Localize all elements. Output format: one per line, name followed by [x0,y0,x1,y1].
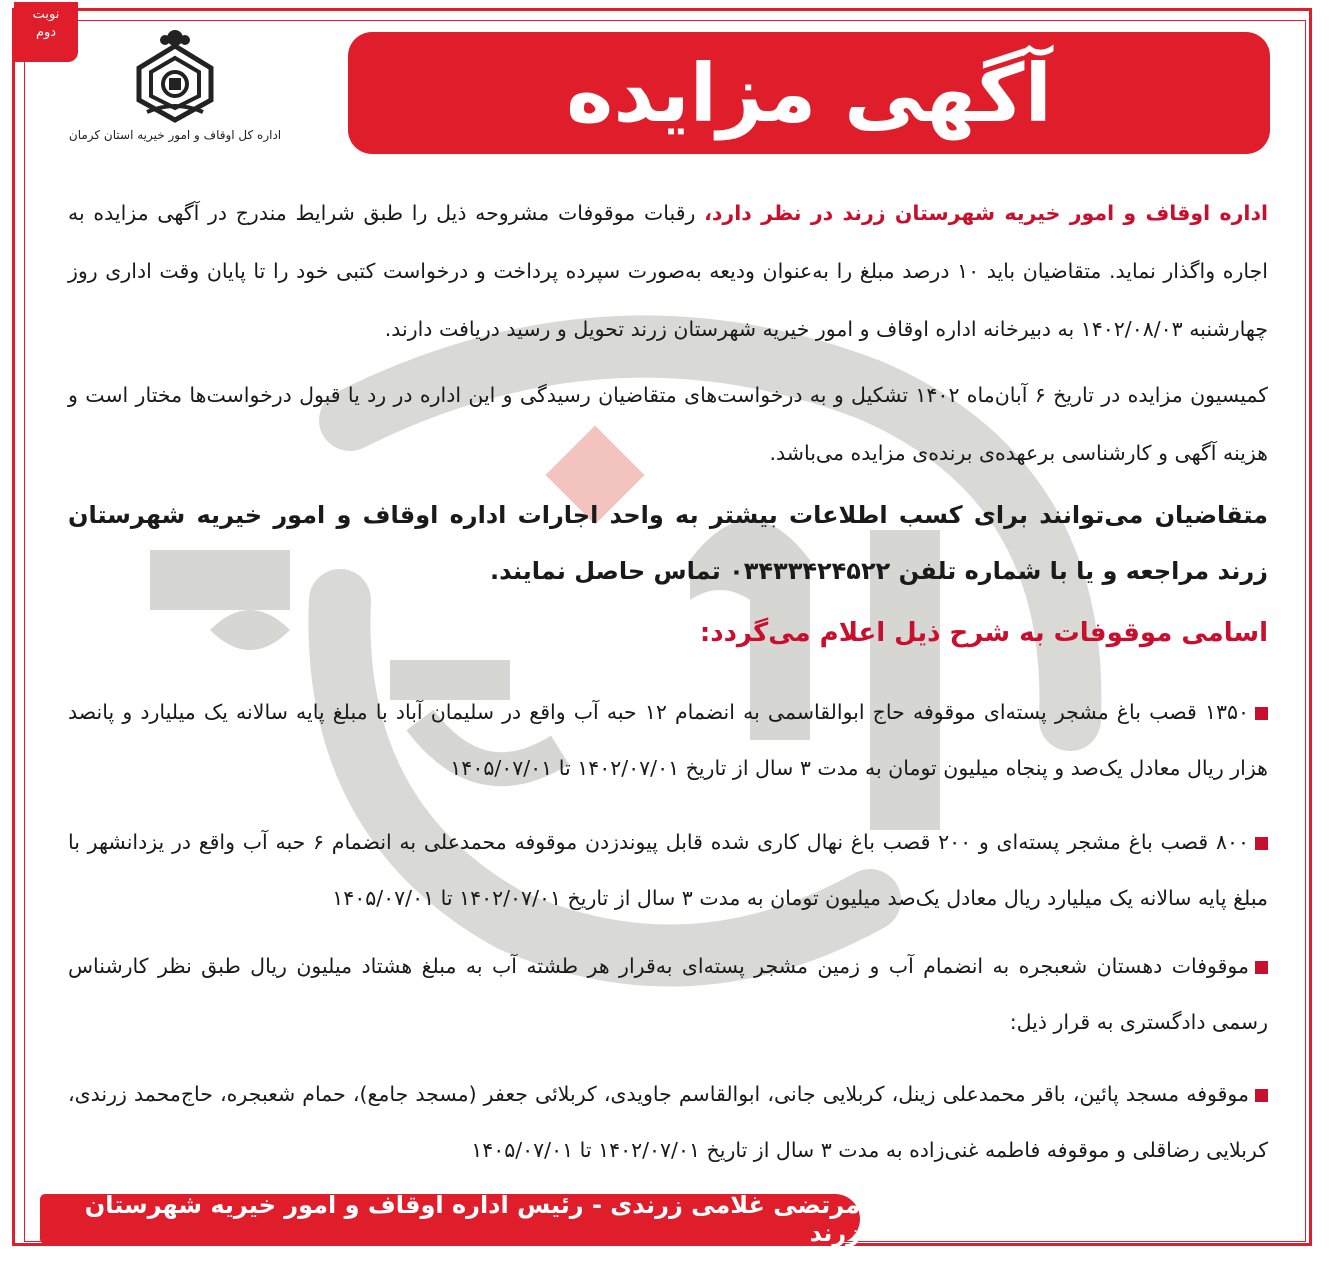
intro-text: رقبات موقوفات مشروحه ذیل را طبق شرایط مندرج در آگهی مزایده به اجاره واگذار نماید. متقاضیان باید ۱۰ درصد مبلغ را به‌عنوان ودیعه به‌صورت سپرده پرداخت و درخواست کتبی خود را تا پایان وقت اداری روز چهارشنبه ۱۴۰۲/۰۸/۰۳ به دبیرخانه اداره اوقاف و امور خیریه شهرستان زرند تحویل و رسید دریافت دارند. [68,201,1268,341]
intro-lead: اداره اوقاف و امور خیریه شهرستان زرند در نظر دارد، [704,201,1268,225]
list-item [68,814,1268,926]
list-item [68,684,1268,796]
endowment-emblem-icon [127,28,223,124]
bullet-square-icon [1255,961,1268,974]
issue-badge-line2: دوم [35,25,57,40]
list-item-text: موقوفه مسجد پائین، باقر محمدعلی زینل، کربلایی جانی، ابوالقاسم جاویدی، کربلائی جعفر (مسجد جامع)، حمام شعبجره، حاج‌محمد زرندی، کربلایی رضاقلی و موقوفه فاطمه غنی‌زاده به مدت ۳ سال از تاریخ ۱۴۰۲/۰۷/۰۱ تا ۱۴۰۵/۰۷/۰۱ [68,1082,1268,1162]
logo-caption: اداره کل اوقاف و امور خیریه استان کرمان [68,128,282,142]
bullet-square-icon [1255,837,1268,850]
issue-badge-line1: نوبت [32,7,60,22]
list-item-text: ۱۳۵۰ قصب باغ مشجر پسته‌ای موقوفه حاج ابوالقاسمی به انضمام ۱۲ حبه آب واقع در سلیمان آباد با مبلغ پایه سالانه یک میلیارد و پانصد هزار ریال معادل یک‌صد و پنجاه میلیون تومان به مدت ۳ سال از تاریخ ۱۴۰۲/۰۷/۰۱ تا ۱۴۰۵/۰۷/۰۱ [68,700,1268,780]
page-title: آگهی مزایده [566,46,1052,140]
intro-paragraph [68,184,1268,358]
organization-logo [60,28,290,158]
bullet-square-icon [1255,1089,1268,1102]
bullet-square-icon [1255,707,1268,720]
list-item-text: موقوفات دهستان شعبجره به انضمام آب و زمین مشجر پسته‌ای به‌قرار هر طشته آب به مبلغ هشتاد میلیون ریال طبق نظر کارشناس رسمی دادگستری به قرار ذیل: [68,954,1268,1034]
title-banner [348,32,1270,154]
commission-text: کمیسیون مزایده در تاریخ ۶ آبان‌ماه ۱۴۰۲ تشکیل و به درخواست‌های متقاضیان رسیدگی و این اداره در رد یا قبول درخواست‌ها مختار است و هزینه آگهی و کارشناسی برعهده‌ی برنده‌ی مزایده می‌باشد. [68,383,1269,465]
list-heading: اسامی موقوفات به شرح ذیل اعلام می‌گردد: [699,618,1268,648]
list-item-text: ۸۰۰ قصب باغ مشجر پسته‌ای و ۲۰۰ قصب باغ نهال کاری شده قابل پیوندزدن موقوفه محمدعلی به انضمام ۶ حبه آب واقع در یزدانشهر با مبلغ پایه سالانه یک میلیارد ریال معادل یک‌صد میلیون تومان به مدت ۳ سال از تاریخ ۱۴۰۲/۰۷/۰۱ تا ۱۴۰۵/۰۷/۰۱ [68,830,1268,910]
commission-paragraph [68,366,1268,482]
list-item [68,1066,1268,1178]
contact-text: متقاضیان می‌توانند برای کسب اطلاعات بیشتر به واحد اجارات اداره اوقاف و امور خیریه شهرستان زرند مراجعه و یا با شماره تلفن ۰۳۴۳۳۴۲۴۵۲۲ تماس حاصل نمایند. [68,501,1268,585]
signature-banner [40,1191,860,1247]
signature-text: مرتضی غلامی زرندی - رئیس اداره اوقاف و امور خیریه شهرستان زرند [84,1191,860,1247]
list-item [68,938,1268,1050]
contact-paragraph [68,487,1268,599]
